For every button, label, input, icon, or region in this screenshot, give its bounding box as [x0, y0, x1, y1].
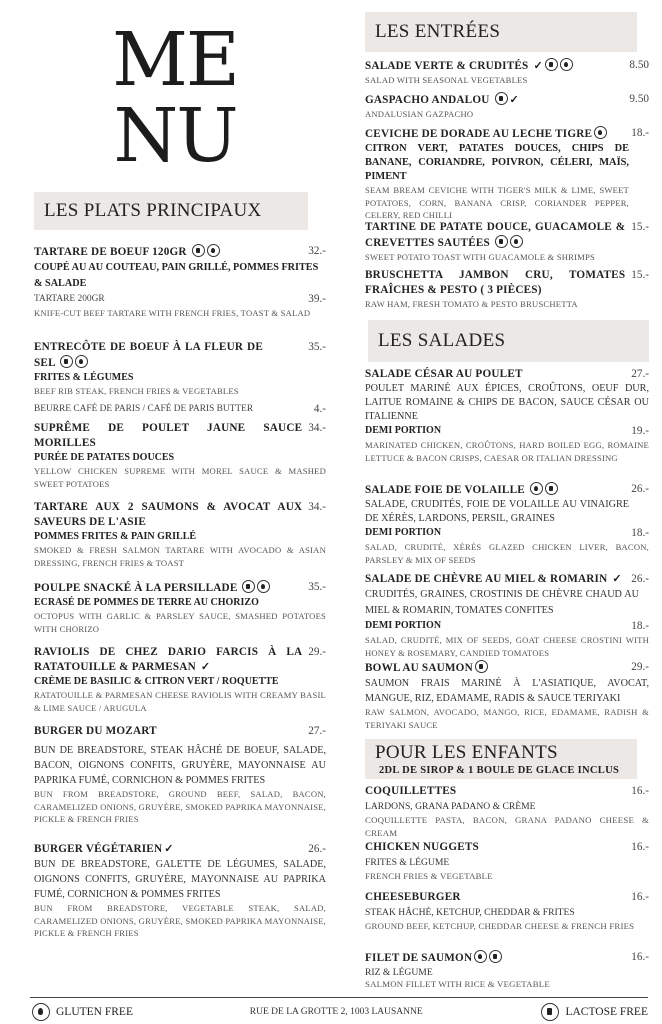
item-name: CHICKEN NUGGETS	[365, 841, 479, 853]
menu-item	[365, 572, 649, 659]
item-name: BURGER DU MOZART	[34, 725, 157, 737]
item-price: 35.-	[308, 581, 326, 593]
item-english: ANDALUSIAN GAZPACHO	[365, 109, 474, 119]
item-french: SALADE, CRUDITÉS, FOIE DE VOLAILLE AU VINAIGRE DE XÉRÈS, LARDONS, PERSIL, GRAINES	[365, 499, 629, 524]
gluten-free-label: GLUTEN FREE	[56, 1006, 133, 1018]
item-subtitle: COUPÉ AU AU COUTEAU, PAIN GRILLÉ, POMMES FRITES & SALADE	[34, 262, 319, 289]
item-extra-price: 4.-	[313, 402, 326, 415]
item-extra: BEURRE CAFÉ DE PARIS / CAFÉ DE PARIS BUTTER	[34, 403, 254, 414]
item-variant-price: 39.-	[308, 293, 326, 305]
item-subtitle: PURÉE DE PATATES DOUCES	[34, 452, 175, 463]
menu-item	[365, 890, 649, 933]
item-english: RAW HAM, FRESH TOMATO & PESTO BRUSCHETTA	[365, 299, 578, 309]
item-name: BURGER VÉGÉTARIEN ✓	[34, 843, 174, 855]
lactose-free-legend	[539, 1003, 648, 1021]
menu-item	[365, 367, 649, 464]
lactose-free-icon	[489, 950, 502, 963]
lactose-free-icon	[545, 58, 558, 71]
section-subtitle: 2DL DE SIROP & 1 BOULE DE GLACE INCLUS	[379, 765, 620, 776]
section-title: LES ENTRÉES	[375, 21, 501, 42]
item-english: RATATOUILLE & PARMESAN CHEESE RAVIOLIS WITH CREAMY BASIL & LIME SAUCE / ARUGULA	[34, 690, 326, 713]
item-price: 15.-	[631, 221, 649, 233]
menu-item	[365, 950, 649, 990]
lactose-free-label: LACTOSE FREE	[565, 1006, 648, 1018]
half-portion-label: DEMI PORTION	[365, 620, 442, 631]
item-english: COQUILLETTE PASTA, BACON, GRANA PADANO CHEESE & CREAM	[365, 815, 649, 838]
item-english: SALAD, CRUDITÉ, XÉRÈS GLAZED CHICKEN LIVER, BACON, PARSLEY & MIX OF SEEDS	[365, 542, 649, 565]
gluten-free-icon	[32, 1003, 50, 1021]
menu-item	[365, 784, 649, 839]
item-price: 26.-	[631, 483, 649, 495]
item-name: BRUSCHETTA JAMBON CRU, TOMATES FRAÎCHES & PESTO ( 3 PIÈCES)	[365, 269, 626, 296]
item-name: FILET DE SAUMON	[365, 950, 631, 966]
item-english: SALAD, CRUDITÉ, MIX OF SEEDS, GOAT CHEESE CROSTINI WITH HONEY & ROSEMARY, CANDIED TOMATOES	[365, 635, 649, 658]
section-header	[368, 320, 649, 362]
item-price: 32.-	[308, 245, 326, 257]
item-french: POULET MARINÉ AUX ÉPICES, CROÛTONS, OEUF DUR, LAITUE ROMAINE & CHIPS DE BACON, SAUCE CÉSAR OU ITALIENNE	[365, 383, 649, 422]
item-french: BUN DE BREADSTORE, GALETTE DE LÉGUMES, SALADE, OIGNONS CONFITS, GRUYÈRE, MAYONNAISE AU PAPRIKA FUMÉ, CORNICHON & POMMES FRITES	[34, 859, 326, 900]
item-english: YELLOW CHICKEN SUPREME WITH MOREL SAUCE & MASHED SWEET POTATOES	[34, 466, 326, 489]
item-name: RAVIOLIS DE CHEZ DARIO FARCIS À LA RATATOUILLE & PARMESAN ✓	[34, 646, 303, 673]
item-name: SALADE FOIE DE VOLAILLE	[365, 482, 631, 498]
item-price: 29.-	[308, 646, 326, 658]
lactose-free-icon	[495, 92, 508, 105]
item-french: SAUMON FRAIS MARINÉ À L'ASIATIQUE, AVOCAT, MANGUE, RIZ, EDAMAME, RADIS & SAUCE TERIYAKI	[365, 678, 649, 704]
menu-item	[365, 482, 649, 566]
gluten-free-icon	[530, 482, 543, 495]
item-name: POULPE SNACKÉ À LA PERSILLADE	[34, 580, 308, 596]
restaurant-address: RUE DE LA GROTTE 2, 1003 LAUSANNE	[249, 1007, 423, 1017]
item-price: 16.-	[631, 785, 649, 797]
footer-divider	[30, 997, 648, 998]
lactose-free-icon	[495, 235, 508, 248]
vegetarian-icon: ✓	[200, 661, 211, 673]
item-name: SALADE VERTE & CRUDITÉS ✓	[365, 58, 629, 74]
item-english: KNIFE-CUT BEEF TARTARE WITH FRENCH FRIES, TOAST & SALAD	[34, 308, 311, 318]
gluten-free-icon	[510, 235, 523, 248]
lactose-free-icon	[242, 580, 255, 593]
menu-item	[34, 645, 326, 714]
gluten-free-icon	[594, 126, 607, 139]
item-english: BUN FROM BREADSTORE, VEGETABLE STEAK, SALAD, CARAMELIZED ONIONS, GRUYÈRE, SMOKED PAPRIKA MAYONNAISE, PICKLE & FRENCH FRIES	[34, 903, 326, 938]
lactose-free-icon	[475, 660, 488, 673]
item-subtitle: ECRASÉ DE POMMES DE TERRE AU CHORIZO	[34, 597, 259, 608]
menu-item	[34, 244, 326, 320]
item-price: 26.-	[631, 573, 649, 585]
item-french: RIZ & LÉGUME	[365, 967, 433, 978]
menu-item	[365, 660, 649, 731]
item-name: BOWL AU SAUMON	[365, 660, 631, 676]
item-price: 29.-	[631, 661, 649, 673]
item-name: COQUILLETTES	[365, 785, 457, 797]
menu-item	[365, 268, 649, 311]
gluten-free-icon	[560, 58, 573, 71]
section-title: LES PLATS PRINCIPAUX	[44, 200, 262, 221]
lactose-free-icon	[60, 355, 73, 368]
item-english: SMOKED & FRESH SALMON TARTARE WITH AVOCADO & ASIAN DRESSING, FRENCH FRIES & TOAST	[34, 545, 326, 568]
item-subtitle: FRITES & LÉGUMES	[34, 372, 134, 383]
item-name: TARTARE AUX 2 SAUMONS & AVOCAT AUX SAVEURS DE L'ASIE	[34, 501, 303, 528]
menu-title-line-1: ME	[112, 17, 238, 103]
lactose-free-icon	[545, 482, 558, 495]
item-english: FRENCH FRIES & VEGETABLE	[365, 871, 493, 881]
item-english: SEAM BREAM CEVICHE WITH TIGER'S MILK & LIME, SWEET POTATOES, CORN, BANANA CRISP, CORIANDER PEPPER, CELERY, RED CHILLI	[365, 185, 629, 220]
half-portion-price: 19.-	[631, 425, 649, 437]
item-name: SUPRÊME DE POULET JAUNE SAUCE MORILLES	[34, 422, 303, 449]
item-price: 9.50	[629, 93, 649, 105]
item-price: 27.-	[308, 725, 326, 737]
section-title: POUR LES ENFANTS	[375, 742, 558, 763]
item-variant: TARTARE 200GR	[34, 294, 105, 304]
item-price: 16.-	[631, 841, 649, 853]
half-portion-price: 18.-	[631, 620, 649, 632]
item-price: 34.-	[308, 422, 326, 434]
menu-title-line-2: NU	[113, 93, 237, 179]
menu-item	[34, 421, 326, 490]
vegetarian-icon: ✓	[612, 573, 622, 585]
item-english: SALMON FILLET WITH RICE & VEGETABLE	[365, 979, 550, 989]
item-name: CHEESEBURGER	[365, 891, 461, 903]
gluten-free-icon	[207, 244, 220, 257]
menu-item	[365, 92, 649, 121]
menu-item	[34, 842, 326, 940]
item-name: SALADE CÉSAR AU POULET	[365, 368, 523, 380]
section-header	[365, 739, 637, 779]
item-price: 27.-	[631, 368, 649, 380]
item-name: TARTINE DE PATATE DOUCE, GUACAMOLE & CREVETTES SAUTÉES	[365, 221, 626, 249]
half-portion-price: 18.-	[631, 527, 649, 539]
section-title: LES SALADES	[378, 330, 506, 351]
item-french: LARDONS, GRANA PADANO & CRÈME	[365, 801, 536, 812]
menu-item	[34, 500, 326, 569]
footer	[30, 1003, 648, 1021]
menu-item	[365, 126, 649, 222]
item-name: CEVICHE DE DORADE AU LECHE TIGRE	[365, 126, 631, 142]
item-french: STEAK HÂCHÉ, KETCHUP, CHEDDAR & FRITES	[365, 907, 575, 918]
item-english: SALAD WITH SEASONAL VEGETABLES	[365, 75, 528, 85]
menu-item	[365, 840, 649, 883]
item-price: 16.-	[631, 891, 649, 903]
item-price: 18.-	[631, 127, 649, 139]
item-english: BEEF RIB STEAK, FRENCH FRIES & VEGETABLES	[34, 386, 239, 396]
item-english: RAW SALMON, AVOCADO, MANGO, RICE, EDAMAME, RADISH & TERIYAKI SAUCE	[365, 707, 649, 730]
item-english: MARINATED CHICKEN, CROÛTONS, HARD BOILED EGG, ROMAINE LETTUCE & BACON CRISPS, CAESAR OR ITALIAN DRESSING	[365, 440, 649, 463]
item-subtitle: CRÈME DE BASILIC & CITRON VERT / ROQUETTE	[34, 676, 279, 687]
item-name: TARTARE DE BOEUF 120GR	[34, 244, 308, 260]
menu-item	[365, 220, 649, 264]
menu-item	[34, 580, 326, 635]
gluten-free-icon	[75, 355, 88, 368]
item-price: 8.50	[629, 59, 649, 71]
menu-item	[34, 340, 326, 417]
item-english: SWEET POTATO TOAST WITH GUACAMOLE & SHRIMPS	[365, 252, 595, 262]
menu-title	[100, 17, 250, 179]
item-price: 34.-	[308, 501, 326, 513]
item-subtitle: POMMES FRITES & PAIN GRILLÉ	[34, 531, 197, 542]
vegetarian-icon: ✓	[509, 94, 519, 106]
item-french: FRITES & LÉGUME	[365, 857, 450, 868]
item-english: OCTOPUS WITH GARLIC & PARSLEY SAUCE, SMASHED POTATOES WITH CHORIZO	[34, 611, 326, 634]
gluten-free-icon	[257, 580, 270, 593]
item-french: BUN DE BREADSTORE, STEAK HÂCHÉ DE BOEUF, SALADE, BACON, OIGNONS CONFITS, GRUYÈRE, MAYONNAISE AU PAPRIKA FUMÉ, CORNICHON & POMMES FRITES	[34, 745, 326, 786]
item-name: ENTRECÔTE DE BOEUF À LA FLEUR DE SEL	[34, 341, 263, 369]
lactose-free-icon	[192, 244, 205, 257]
half-portion-label: DEMI PORTION	[365, 527, 442, 538]
menu-item	[34, 724, 326, 826]
item-french: CRUDITÉS, GRAINES, CROSTINIS DE CHÈVRE CHAUD AU MIEL & ROMARIN, TOMATES CONFITES	[365, 589, 639, 616]
item-english: GROUND BEEF, KETCHUP, CHEDDAR CHEESE & FRENCH FRIES	[365, 921, 635, 931]
half-portion-label: DEMI PORTION	[365, 425, 442, 436]
gluten-free-legend	[30, 1003, 133, 1021]
item-name: SALADE DE CHÈVRE AU MIEL & ROMARIN ✓	[365, 573, 622, 585]
item-subtitle: CITRON VERT, PATATES DOUCES, CHIPS DE BANANE, CORIANDRE, POIVRON, CÉLERI, MAÏS, PIMENT	[365, 143, 629, 182]
item-price: 16.-	[631, 951, 649, 963]
item-price: 35.-	[308, 341, 326, 353]
lactose-free-icon	[541, 1003, 559, 1021]
item-price: 26.-	[308, 843, 326, 855]
section-header	[34, 192, 308, 230]
item-price: 15.-	[631, 269, 649, 281]
vegetarian-icon: ✓	[164, 843, 174, 855]
section-header	[365, 12, 637, 52]
item-name: GASPACHO ANDALOU ✓	[365, 94, 519, 106]
item-english: BUN FROM BREADSTORE, GROUND BEEF, SALAD, BACON, CARAMELIZED ONIONS, GRUYÈRE, SMOKED PAPRIKA MAYONNAISE, PICKLE & FRENCH FRIES	[34, 789, 326, 824]
menu-item	[365, 58, 649, 87]
gluten-free-icon	[474, 950, 487, 963]
vegetarian-icon: ✓	[533, 60, 543, 72]
